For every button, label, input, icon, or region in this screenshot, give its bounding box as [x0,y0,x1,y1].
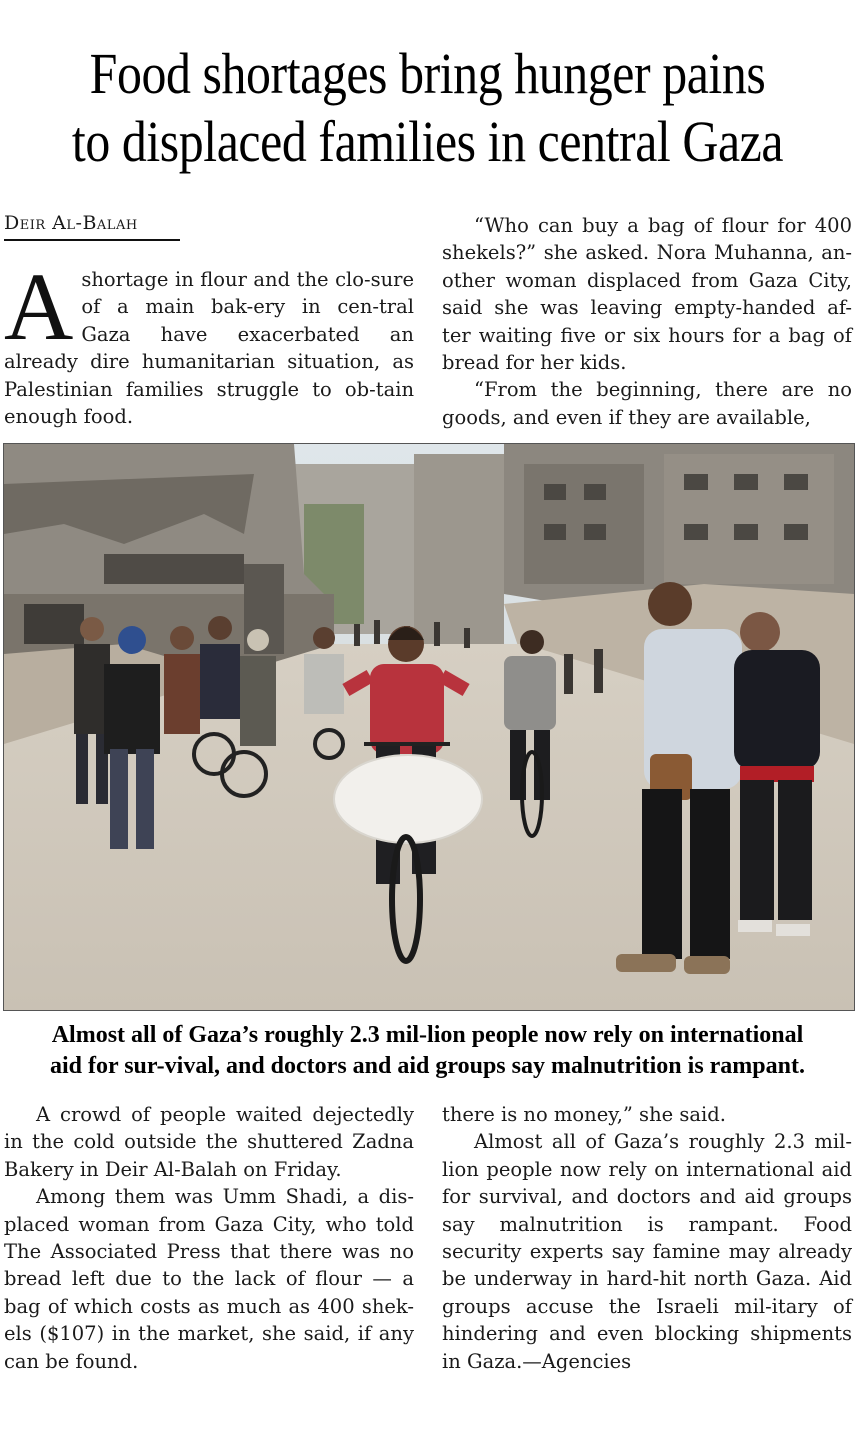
caption-line-2: aid for sur-vival, and doctors and aid groups say malnutrition is rampant. [49,1053,805,1079]
caption-line-1: Almost all of Gaza’s roughly 2.3 mil-lion people now rely on international [51,1022,804,1048]
paragraph: there is no money,” she said. [442,1103,726,1126]
paragraph: “From the beginning, there are no goods, and even if they are available, [442,378,852,429]
paragraph: Almost all of Gaza’s roughly 2.3 mil-lion people now rely on international aid for survival, and doctors and aid groups say malnutrition is rampant. Food security experts say famine may already be underway in hard-hit north Gaza. Aid groups accuse the Israeli mil-itary of hindering and even blocking shipments in Gaza.—Agencies [442,1130,852,1373]
drop-cap: A [4,253,74,360]
bottom-left-column [4,1101,414,1375]
headline-line-1: Food shortages bring hunger pains [89,41,766,106]
headline [60,40,795,176]
news-photo [3,443,855,1011]
paragraph: “Who can buy a bag of flour for 400 shekels?” she asked. Nora Muhanna, an-other woman displaced from Gaza City, said she was leaving empty-handed af-ter waiting five or six hours for a bag of bread for her kids. [442,214,852,375]
photo-street-cyclist-flour-bag-icon [4,444,854,1010]
lead-text: shortage in flour and the clo-sure of a main bak-ery in cen-tral Gaza have exacerbated an already dire humanitarian situation, as Palestinian families struggle to ob-tain enough food. [4,268,414,429]
lead-column [4,253,414,430]
headline-line-2: to displaced families in central Gaza [71,109,784,174]
lead-paragraph [4,253,414,430]
top-right-column [442,212,852,431]
photo-caption [0,1020,855,1082]
paragraph: Among them was Umm Shadi, a dis-placed woman from Gaza City, who told The Associated Press that there was no bread left due to the lack of flour — a bag of which costs as much as 400 shek-els ($107) in the market, she said, if any can be found. [4,1185,414,1373]
dateline: Deir Al-Balah [4,212,180,241]
paragraph: A crowd of people waited dejectedly in the cold outside the shuttered Zadna Bakery in Deir Al-Balah on Friday. [4,1103,414,1181]
bottom-right-column [442,1101,852,1375]
